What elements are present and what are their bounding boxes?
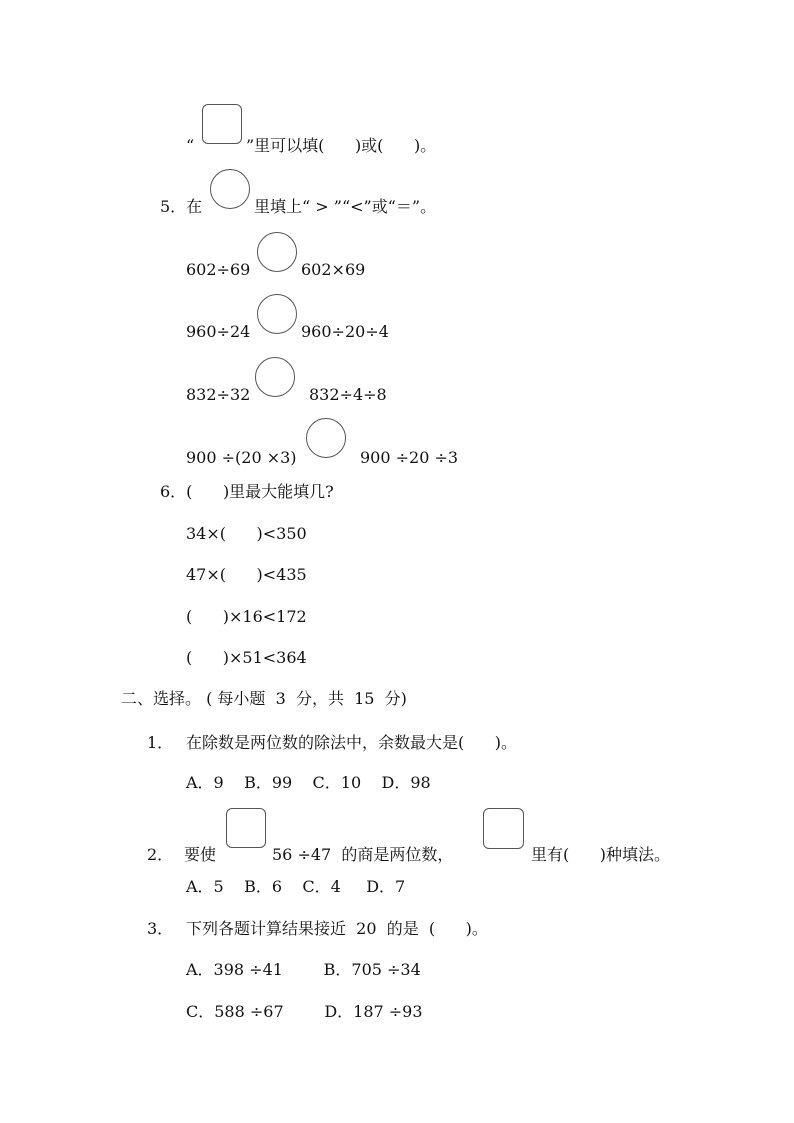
s2-q2-options: A．5 B．6 C．4 D．7	[186, 877, 406, 896]
s2-q3-options-line1: A．398 ÷41 B．705 ÷34	[186, 960, 421, 979]
q6-item-4: ( )×51<364	[186, 648, 307, 667]
q5-prompt-suffix: 里填上“ > ”“<”或“＝”。	[254, 197, 437, 216]
q4-open-quote: “	[186, 136, 195, 155]
section-2-heading: 二、选择。 ( 每小题 3 分，共 15 分)	[121, 689, 407, 708]
q5-item-4-left: 900 ÷(20 ×3)	[186, 448, 297, 467]
compare-circle-2[interactable]	[257, 294, 297, 334]
q6-item-1: 34×( )<350	[186, 524, 307, 543]
s2-q3-text: 下列各题计算结果接近 20 的是 ( )。	[186, 919, 488, 938]
s2-q2-number: 2．	[147, 845, 174, 864]
q4-fill-text: ”里可以填( )或( )。	[246, 136, 437, 155]
compare-circle-3[interactable]	[255, 357, 295, 397]
q5-item-4-right: 900 ÷20 ÷3	[360, 448, 459, 467]
q5-item-2-right: 960÷20÷4	[301, 322, 389, 341]
answer-box-square-2b[interactable]	[483, 808, 524, 849]
compare-circle-4[interactable]	[306, 418, 346, 458]
q5-item-1-left: 602÷69	[186, 260, 251, 279]
answer-box-square[interactable]	[202, 104, 242, 144]
q6-prompt: 6．( )里最大能填几?	[160, 482, 334, 501]
s2-q2-text-part2: 56 ÷47 的商是两位数，	[272, 845, 454, 864]
q5-item-2-left: 960÷24	[186, 322, 251, 341]
compare-circle-1[interactable]	[257, 232, 297, 272]
s2-q1-text: 在除数是两位数的除法中，余数最大是( )。	[186, 733, 518, 752]
s2-q3-number: 3．	[147, 919, 174, 938]
q6-item-3: ( )×16<172	[186, 607, 307, 626]
s2-q1-options: A．9 B．99 C．10 D．98	[186, 773, 431, 792]
compare-circle-sample	[210, 169, 250, 209]
s2-q1-number: 1．	[147, 733, 174, 752]
s2-q2-text-part3: 里有( )种填法。	[531, 845, 671, 864]
s2-q2-text-part1: 要使	[184, 845, 217, 864]
q5-item-3-left: 832÷32	[186, 385, 251, 404]
q5-item-1-right: 602×69	[301, 260, 366, 279]
q5-prompt-prefix: 5．在	[160, 197, 203, 216]
q6-item-2: 47×( )<435	[186, 565, 307, 584]
answer-box-square-2a[interactable]	[226, 808, 266, 848]
s2-q3-options-line2: C．588 ÷67 D．187 ÷93	[186, 1002, 423, 1021]
q5-item-3-right: 832÷4÷8	[309, 385, 387, 404]
